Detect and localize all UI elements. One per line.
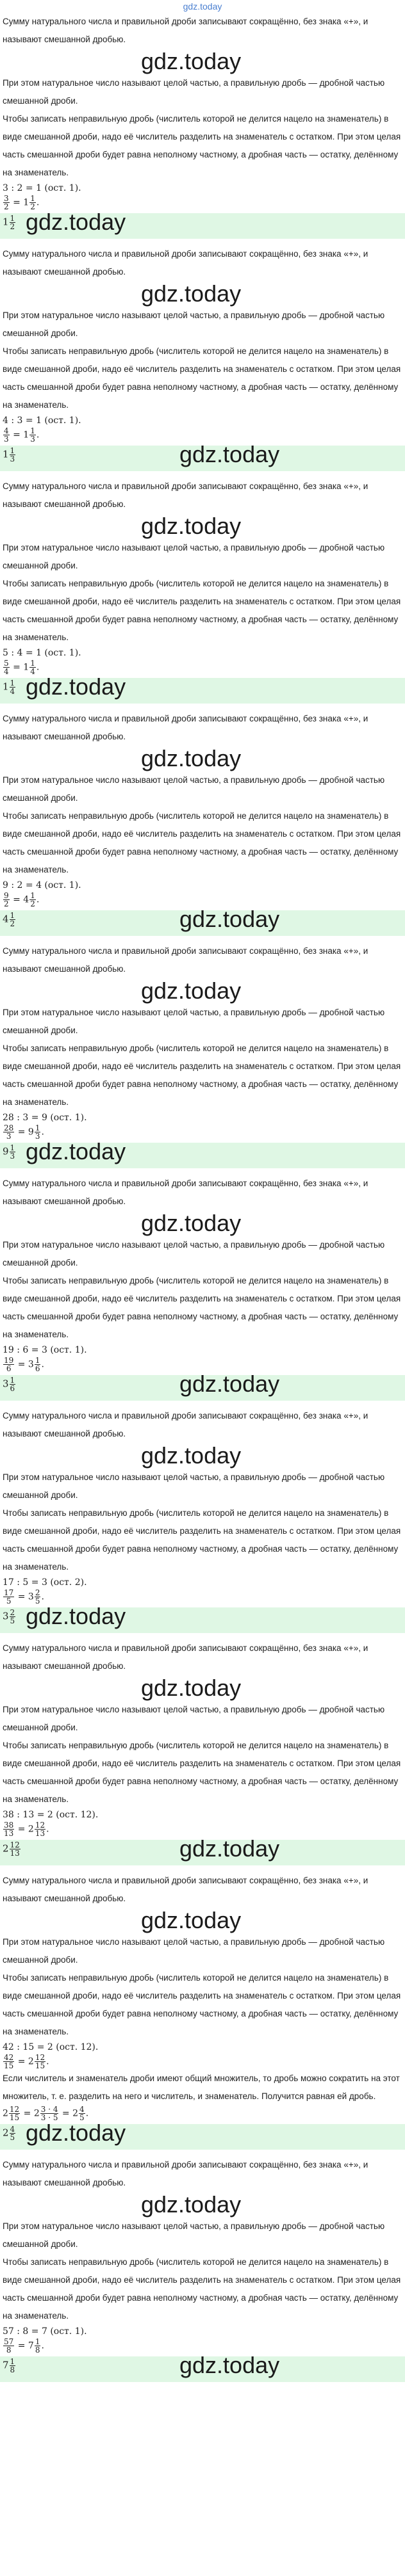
fraction-numerator: 12 bbox=[35, 2053, 45, 2062]
fraction-denominator: 6 bbox=[35, 1364, 40, 1373]
rule-text: Чтобы записать неправильную дробь (числитель которой не делится нацело на знаменатель) в виде смешанной дроби, надо её числитель разделить на знаменатель с остатком. При этом целая часть смешанной дроби будет равна неполному частному, а дробная часть — остатку, делённому на знаменатель. bbox=[3, 1043, 401, 1107]
division-line: 38 : 13 = 2 (ост. 12). bbox=[3, 1810, 99, 1820]
fraction-numerator: 1 bbox=[10, 911, 15, 920]
watermark: gdz.today bbox=[141, 2191, 242, 2218]
watermark: gdz.today bbox=[141, 745, 242, 771]
fraction bbox=[10, 679, 16, 695]
definition-text: При этом натуральное число называют целой частью, а правильную дробь — дробной частью смешанной дроби. bbox=[3, 1472, 385, 1500]
fraction-denominator: 8 bbox=[35, 2346, 40, 2355]
answer-box bbox=[0, 673, 405, 704]
fraction-denominator: 5 bbox=[35, 1597, 40, 1606]
definition-text: При этом натуральное число называют целой частью, а правильную дробь — дробной частью смешанной дроби. bbox=[3, 310, 385, 338]
solution-block bbox=[0, 1872, 405, 2150]
fraction bbox=[35, 2054, 45, 2070]
fraction-denominator: 3 bbox=[10, 1152, 15, 1161]
fraction bbox=[10, 214, 16, 230]
fraction-denominator: 6 bbox=[10, 1384, 15, 1393]
whole-part: 3 bbox=[28, 1591, 34, 1602]
watermark-row bbox=[0, 281, 405, 307]
definition-text: При этом натуральное число называют целой частью, а правильную дробь — дробной частью смешанной дроби. bbox=[3, 1937, 385, 1965]
fraction-denominator: 4 bbox=[30, 667, 35, 676]
site-logo[interactable]: gdz.today bbox=[183, 1, 222, 12]
fraction-denominator: 15 bbox=[4, 2061, 14, 2070]
fraction-numerator: 9 bbox=[4, 891, 9, 900]
fraction-numerator: 3 bbox=[4, 194, 9, 203]
whole-part: 2 bbox=[72, 2108, 79, 2119]
watermark: gdz.today bbox=[26, 2120, 126, 2146]
fraction-denominator: 3 bbox=[4, 435, 9, 444]
definition-text: При этом натуральное число называют целой частью, а правильную дробь — дробной частью смешанной дроби. bbox=[3, 775, 385, 803]
answer-box bbox=[0, 1603, 405, 1633]
fraction-denominator: 8 bbox=[6, 2346, 12, 2355]
fraction-numerator: 1 bbox=[10, 679, 15, 688]
fraction bbox=[35, 1356, 41, 1373]
conversion-line: $\frac{17}{5}$ = 3 $\frac{2}{5}$ . bbox=[4, 1588, 44, 1606]
definition-text: При этом натуральное число называют целой частью, а правильную дробь — дробной частью смешанной дроби. bbox=[3, 1008, 385, 1035]
fraction-denominator: 5 bbox=[6, 1597, 12, 1606]
watermark: gdz.today bbox=[179, 441, 280, 467]
conversion-line: $\frac{3}{2}$ = 1 $\frac{1}{2}$ . bbox=[4, 194, 40, 211]
fraction-denominator: 5 bbox=[10, 1616, 15, 1625]
whole-part: 2 bbox=[28, 1824, 34, 1835]
solution-block bbox=[0, 942, 405, 1168]
answer-box bbox=[0, 1138, 405, 1168]
fraction-denominator: 3 bbox=[30, 435, 35, 444]
fraction bbox=[10, 1376, 16, 1392]
fraction-denominator: 3 · 5 bbox=[40, 2113, 58, 2122]
rule-text: Чтобы записать неправильную дробь (числитель которой не делится нацело на знаменатель) в виде смешанной дроби, надо её числитель разделить на знаменатель с остатком. При этом целая часть смешанной дроби будет равна неполному частному, а дробная часть — остатку, делённому на знаменатель. bbox=[3, 579, 401, 642]
fraction bbox=[3, 1124, 14, 1140]
division-line: 9 : 2 = 4 (ост. 1). bbox=[3, 880, 81, 890]
fraction-numerator: 1 bbox=[10, 214, 15, 223]
definition-text: Сумму натурального числа и правильной дроби записывают сокращённо, без знака «+», и называют смешанной дробью. bbox=[3, 1411, 368, 1438]
fraction-numerator: 2 bbox=[35, 1588, 40, 1597]
rule-text: Чтобы записать неправильную дробь (числитель которой не делится нацело на знаменатель) в виде смешанной дроби, надо её числитель разделить на знаменатель с остатком. При этом целая часть смешанной дроби будет равна неполному частному, а дробная часть — остатку, делённому на знаменатель. bbox=[3, 811, 401, 874]
fraction-numerator: 12 bbox=[35, 1821, 45, 1830]
whole-part: 3 bbox=[28, 1359, 34, 1370]
answer-box bbox=[0, 441, 405, 471]
fraction bbox=[3, 427, 10, 443]
fraction-denominator: 3 bbox=[35, 1132, 40, 1141]
fraction-numerator: 1 bbox=[35, 1356, 40, 1365]
fraction bbox=[3, 1356, 14, 1373]
fraction-numerator: 1 bbox=[30, 426, 35, 435]
fraction-denominator: 2 bbox=[4, 899, 9, 908]
watermark: gdz.today bbox=[179, 2352, 280, 2378]
answer-whole: 4 bbox=[3, 913, 9, 925]
rule-text: Чтобы записать неправильную дробь (числитель которой не делится нацело на знаменатель) в виде смешанной дроби, надо её числитель разделить на знаменатель с остатком. При этом целая часть смешанной дроби будет равна неполному частному, а дробная часть — остатку, делённому на знаменатель. bbox=[3, 2257, 401, 2321]
division-line: 42 : 15 = 2 (ост. 12). bbox=[3, 2042, 99, 2052]
watermark: gdz.today bbox=[26, 209, 126, 235]
watermark-row bbox=[0, 2192, 405, 2218]
definition-text: При этом натуральное число называют целой частью, а правильную дробь — дробной частью смешанной дроби. bbox=[3, 78, 385, 106]
answer-box bbox=[0, 209, 405, 239]
definition-text: Сумму натурального числа и правильной дроби записывают сокращённо, без знака «+», и называют смешанной дробью. bbox=[3, 17, 368, 44]
watermark: gdz.today bbox=[141, 280, 242, 307]
watermark-row bbox=[0, 49, 405, 74]
solution-block bbox=[0, 1407, 405, 1633]
answer-box bbox=[0, 1371, 405, 1401]
fraction-numerator: 2 bbox=[10, 1608, 15, 1617]
definition-text: Сумму натурального числа и правильной дроби записывают сокращённо, без знака «+», и называют смешанной дробью. bbox=[3, 249, 368, 277]
fraction-numerator: 42 bbox=[4, 2053, 14, 2062]
fraction bbox=[3, 659, 10, 675]
fraction-denominator: 2 bbox=[10, 919, 15, 928]
fraction bbox=[10, 1144, 16, 1160]
fraction-denominator: 2 bbox=[30, 899, 35, 908]
watermark: gdz.today bbox=[141, 48, 242, 74]
fraction bbox=[10, 1841, 21, 1857]
conversion-line: $\frac{57}{8}$ = 7 $\frac{1}{8}$ . bbox=[4, 2337, 44, 2355]
fraction bbox=[3, 1589, 14, 1605]
definition-text: При этом натуральное число называют целой частью, а правильную дробь — дробной частью смешанной дроби. bbox=[3, 1705, 385, 1732]
definition-text: При этом натуральное число называют целой частью, а правильную дробь — дробной частью смешанной дроби. bbox=[3, 543, 385, 570]
rule-text: Чтобы записать неправильную дробь (числитель которой не делится нацело на знаменатель) в виде смешанной дроби, надо её числитель разделить на знаменатель с остатком. При этом целая часть смешанной дроби будет равна неполному частному, а дробная часть — остатку, делённому на знаменатель. bbox=[3, 1741, 401, 1804]
fraction-numerator: 1 bbox=[10, 446, 15, 455]
watermark: gdz.today bbox=[141, 1907, 242, 1933]
rule-text: Чтобы записать неправильную дробь (числитель которой не делится нацело на знаменатель) в виде смешанной дроби, надо её числитель разделить на знаменатель с остатком. При этом целая часть смешанной дроби будет равна неполному частному, а дробная часть — остатку, делённому на знаменатель. bbox=[3, 114, 401, 177]
watermark-row bbox=[0, 1908, 405, 1933]
fraction-denominator: 8 bbox=[10, 2365, 15, 2374]
answer-box bbox=[0, 1835, 405, 1865]
fraction-denominator: 5 bbox=[79, 2113, 85, 2122]
fraction bbox=[29, 427, 36, 443]
whole-part: 2 bbox=[33, 2108, 40, 2119]
division-line: 57 : 8 = 7 (ост. 1). bbox=[3, 2326, 87, 2337]
answer-box bbox=[0, 2352, 405, 2382]
fraction-numerator: 1 bbox=[35, 2337, 40, 2346]
watermark-row bbox=[0, 513, 405, 539]
fraction bbox=[10, 447, 16, 463]
answer-box bbox=[0, 906, 405, 936]
watermark: gdz.today bbox=[26, 1138, 126, 1164]
watermark: gdz.today bbox=[141, 1442, 242, 1469]
fraction-numerator: 57 bbox=[4, 2337, 14, 2346]
watermark-row bbox=[0, 746, 405, 771]
fraction bbox=[35, 1821, 45, 1837]
rule-text: Чтобы записать неправильную дробь (числитель которой не делится нацело на знаменатель) в виде смешанной дроби, надо её числитель разделить на знаменатель с остатком. При этом целая часть смешанной дроби будет равна неполному частному, а дробная часть — остатку, делённому на знаменатель. bbox=[3, 1508, 401, 1572]
definition-text: При этом натуральное число называют целой частью, а правильную дробь — дробной частью смешанной дроби. bbox=[3, 2221, 385, 2249]
fraction-denominator: 15 bbox=[35, 2061, 45, 2070]
solution-block bbox=[0, 1175, 405, 1401]
watermark: gdz.today bbox=[141, 978, 242, 1004]
watermark-row bbox=[0, 1675, 405, 1701]
answer-whole: 3 bbox=[3, 1378, 9, 1390]
definition-text: Сумму натурального числа и правильной дроби записывают сокращённо, без знака «+», и называют смешанной дробью. bbox=[3, 481, 368, 509]
division-line: 4 : 3 = 1 (ост. 1). bbox=[3, 415, 81, 426]
fraction bbox=[10, 2125, 16, 2141]
solution-content bbox=[0, 13, 405, 2382]
division-line: 19 : 6 = 3 (ост. 1). bbox=[3, 1345, 87, 1355]
conversion-line: $\frac{42}{15}$ = 2 $\frac{12}{15}$ . bbox=[4, 2053, 49, 2070]
whole-part: 9 bbox=[28, 1127, 34, 1138]
definition-text: Сумму натурального числа и правильной дроби записывают сокращённо, без знака «+», и называют смешанной дробью. bbox=[3, 1179, 368, 1206]
watermark-row bbox=[0, 978, 405, 1004]
answer-whole: 1 bbox=[3, 680, 9, 693]
fraction bbox=[3, 2054, 14, 2070]
watermark: gdz.today bbox=[26, 1603, 126, 1629]
reduction-line: 2 $\frac{12}{15}$ = 2 $\frac{3 \cdot 4}{3 \cdot 5}$ = 2 $\frac{4}{5}$ . bbox=[3, 2105, 89, 2122]
definition-text: Сумму натурального числа и правильной дроби записывают сокращённо, без знака «+», и называют смешанной дробью. bbox=[3, 1643, 368, 1671]
solution-block bbox=[0, 478, 405, 704]
fraction-numerator: 19 bbox=[4, 1356, 14, 1365]
fraction bbox=[35, 2338, 41, 2354]
definition-text: Сумму натурального числа и правильной дроби записывают сокращённо, без знака «+», и называют смешанной дробью. bbox=[3, 714, 368, 741]
fraction-numerator: 28 bbox=[4, 1123, 14, 1132]
fraction-numerator: 12 bbox=[9, 2105, 20, 2114]
watermark-row bbox=[0, 1211, 405, 1236]
solution-block bbox=[0, 13, 405, 239]
conversion-line: $\frac{5}{4}$ = 1 $\frac{1}{4}$ . bbox=[4, 659, 40, 676]
whole-part: 7 bbox=[28, 2340, 34, 2351]
fraction bbox=[3, 1821, 14, 1837]
watermark-row bbox=[0, 1443, 405, 1469]
answer-whole: 1 bbox=[3, 448, 9, 460]
fraction-numerator: 12 bbox=[10, 1840, 20, 1849]
definition-text: При этом натуральное число называют целой частью, а правильную дробь — дробной частью смешанной дроби. bbox=[3, 1240, 385, 1268]
fraction bbox=[10, 2358, 16, 2374]
fraction bbox=[10, 912, 16, 928]
whole-part: 1 bbox=[23, 662, 29, 673]
conversion-line: $\frac{38}{13}$ = 2 $\frac{12}{13}$ . bbox=[4, 1821, 49, 1838]
fraction-denominator: 4 bbox=[4, 667, 9, 676]
conversion-line: $\frac{28}{3}$ = 9 $\frac{1}{3}$ . bbox=[4, 1123, 44, 1141]
division-line: 3 : 2 = 1 (ост. 1). bbox=[3, 183, 81, 193]
solution-block bbox=[0, 2156, 405, 2382]
fraction-denominator: 6 bbox=[6, 1364, 12, 1373]
watermark: gdz.today bbox=[26, 673, 126, 700]
division-line: 5 : 4 = 1 (ост. 1). bbox=[3, 648, 81, 658]
fraction-denominator: 13 bbox=[35, 1829, 45, 1838]
whole-part: 1 bbox=[23, 430, 29, 440]
whole-part: 4 bbox=[23, 894, 29, 905]
fraction-denominator: 13 bbox=[4, 1829, 14, 1838]
watermark: gdz.today bbox=[141, 1675, 242, 1701]
fraction-denominator: 3 bbox=[6, 1132, 12, 1141]
fraction-denominator: 2 bbox=[4, 202, 9, 211]
fraction-numerator: 38 bbox=[4, 1821, 14, 1830]
fraction bbox=[3, 892, 10, 908]
fraction-denominator: 2 bbox=[10, 222, 15, 231]
answer-whole: 1 bbox=[3, 216, 9, 228]
answer-whole: 2 bbox=[3, 1842, 9, 1855]
definition-text: Сумму натурального числа и правильной дроби записывают сокращённо, без знака «+», и называют смешанной дробью. bbox=[3, 946, 368, 974]
watermark: gdz.today bbox=[141, 513, 242, 539]
whole-part: 2 bbox=[28, 2056, 34, 2067]
fraction bbox=[29, 892, 36, 908]
fraction-denominator: 5 bbox=[10, 2133, 15, 2142]
watermark: gdz.today bbox=[141, 1210, 242, 1236]
fraction-numerator: 17 bbox=[4, 1588, 14, 1597]
watermark: gdz.today bbox=[179, 1835, 280, 1862]
solution-block bbox=[0, 1639, 405, 1865]
fraction bbox=[3, 2338, 14, 2354]
division-line: 28 : 3 = 9 (ост. 1). bbox=[3, 1113, 87, 1123]
division-line: 17 : 5 = 3 (ост. 2). bbox=[3, 1577, 87, 1588]
answer-whole: 3 bbox=[3, 1610, 9, 1622]
fraction-numerator: 4 bbox=[10, 2125, 15, 2134]
fraction-numerator: 5 bbox=[4, 659, 9, 668]
fraction-numerator: 1 bbox=[10, 2357, 15, 2366]
rule-text: Чтобы записать неправильную дробь (числитель которой не делится нацело на знаменатель) в виде смешанной дроби, надо её числитель разделить на знаменатель с остатком. При этом целая часть смешанной дроби будет равна неполному частному, а дробная часть — остатку, делённому на знаменатель. bbox=[3, 346, 401, 410]
conversion-line: $\frac{4}{3}$ = 1 $\frac{1}{3}$ . bbox=[4, 426, 40, 444]
watermark: gdz.today bbox=[179, 906, 280, 932]
fraction-numerator: 4 bbox=[4, 426, 9, 435]
reduction-rule-text: Если числитель и знаменатель дроби имеют общий множитель, то дробь можно сократить на этот множитель, т. е. разделить на него и числитель, и знаменатель. Получится равная ей дробь. bbox=[3, 2073, 400, 2101]
watermark: gdz.today bbox=[179, 1371, 280, 1397]
answer-whole: 2 bbox=[3, 2127, 9, 2139]
fraction-numerator: 1 bbox=[30, 659, 35, 668]
fraction-numerator: 3 · 4 bbox=[40, 2105, 58, 2114]
fraction-numerator: 1 bbox=[30, 891, 35, 900]
fraction-numerator: 1 bbox=[35, 1123, 40, 1132]
fraction bbox=[9, 2105, 20, 2121]
rule-text: Чтобы записать неправильную дробь (числитель которой не делится нацело на знаменатель) в виде смешанной дроби, надо её числитель разделить на знаменатель с остатком. При этом целая часть смешанной дроби будет равна неполному частному, а дробная часть — остатку, делённому на знаменатель. bbox=[3, 1276, 401, 1339]
conversion-line: $\frac{19}{6}$ = 3 $\frac{1}{6}$ . bbox=[4, 1356, 44, 1373]
solution-block bbox=[0, 245, 405, 471]
fraction-numerator: 1 bbox=[30, 194, 35, 203]
answer-whole: 9 bbox=[3, 1145, 9, 1157]
fraction bbox=[10, 1609, 16, 1625]
conversion-line: $\frac{9}{2}$ = 4 $\frac{1}{2}$ . bbox=[4, 891, 40, 908]
fraction bbox=[3, 195, 10, 211]
definition-text: Сумму натурального числа и правильной дроби записывают сокращённо, без знака «+», и называют смешанной дробью. bbox=[3, 2160, 368, 2187]
solution-block bbox=[0, 710, 405, 936]
fraction-denominator: 4 bbox=[10, 687, 15, 696]
rule-text: Чтобы записать неправильную дробь (числитель которой не делится нацело на знаменатель) в виде смешанной дроби, надо её числитель разделить на знаменатель с остатком. При этом целая часть смешанной дроби будет равна неполному частному, а дробная часть — остатку, делённому на знаменатель. bbox=[3, 1973, 401, 2036]
definition-text: Сумму натурального числа и правильной дроби записывают сокращённо, без знака «+», и называют смешанной дробью. bbox=[3, 1876, 368, 1903]
answer-whole: 7 bbox=[3, 2359, 9, 2371]
fraction-denominator: 15 bbox=[9, 2113, 20, 2122]
fraction-denominator: 3 bbox=[10, 455, 15, 463]
fraction-numerator: 1 bbox=[10, 1376, 15, 1385]
fraction-numerator: 4 bbox=[79, 2105, 85, 2114]
whole-part: 1 bbox=[23, 197, 29, 208]
fraction-denominator: 2 bbox=[30, 202, 35, 211]
fraction-numerator: 1 bbox=[10, 1143, 15, 1152]
fraction-denominator: 13 bbox=[10, 1849, 20, 1858]
whole-part: 2 bbox=[3, 2108, 8, 2119]
answer-box bbox=[0, 2120, 405, 2150]
